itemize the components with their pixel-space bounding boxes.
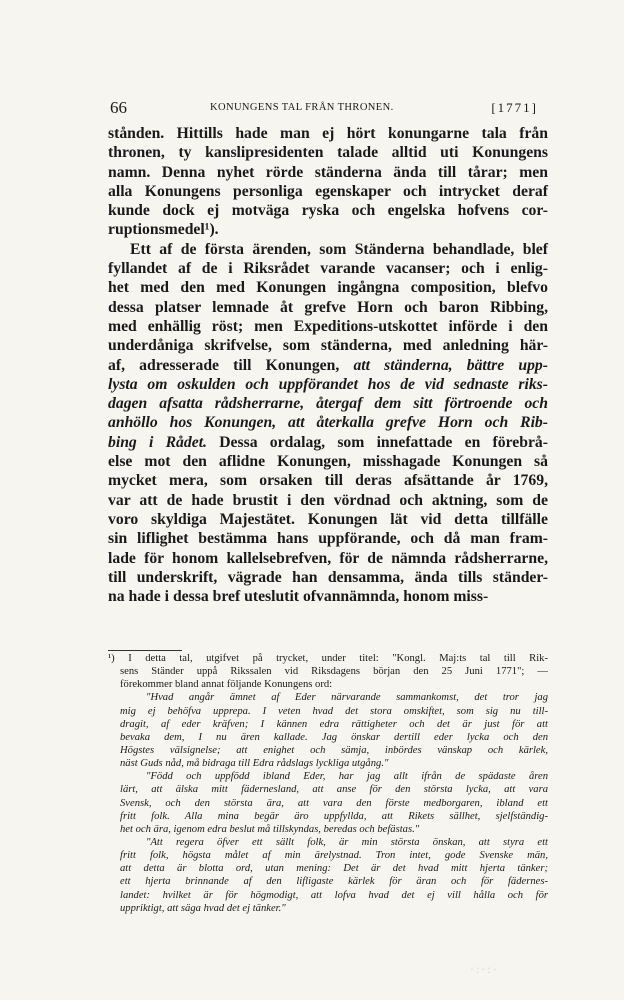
text-line	[108, 124, 548, 143]
footnote-line	[108, 718, 548, 731]
footnote-segment: "Hvad angår ämnet af Eder närvarande sammankomst, det tror jag	[146, 692, 548, 704]
page-header	[110, 98, 538, 120]
text-segment: till underskrift, vägrade han densamma, ända tills ständer-	[108, 568, 548, 586]
footnote-line	[108, 889, 548, 902]
text-segment: na hade i dessa bref uteslutit ofvannämnda, honom miss-	[108, 588, 489, 606]
text-line	[108, 471, 548, 490]
text-line	[108, 433, 548, 452]
footnote-line	[108, 783, 548, 796]
text-line	[108, 568, 548, 587]
footnote-line	[108, 744, 548, 757]
text-segment: het med den med Konungen ingångna composition, blefvo	[108, 279, 548, 297]
text-segment: med enhällig röst; men Expeditions-utskottet införde i den	[108, 317, 548, 335]
text-segment: mycket mera, som orsaken till deras afsättande år 1769,	[108, 472, 548, 490]
footnote-line	[108, 875, 548, 888]
footnote-line	[108, 902, 548, 915]
footnote-line	[108, 757, 548, 770]
footnote-line	[108, 836, 548, 849]
text-line	[108, 529, 548, 548]
text-line	[108, 510, 548, 529]
main-text	[108, 124, 548, 606]
text-segment: anhöllo hos Konungen, att återkalla grefve Horn och Rib-	[108, 414, 548, 432]
text-segment: att ständerna, bättre upp-	[353, 356, 549, 374]
text-line	[108, 452, 548, 471]
footnote-line	[108, 862, 548, 875]
footnote-line	[108, 770, 548, 783]
footnote-segment: att detta är blotta ord, utan mening: Det är det hvad mitt hjerta tänker;	[120, 863, 548, 875]
footnote-segment: lärt, att älska mitt fädernesland, att anse för den största lycka, att vara	[120, 784, 548, 796]
text-segment: sin liflighet bestämma hans uppförande, och då man fram-	[108, 530, 548, 548]
footnote-line	[108, 678, 548, 691]
footnote-segment: fritt folk. Alla mina begär äro uppfyllda, att Rikets sällhet, sjelfständig-	[120, 810, 548, 822]
text-line	[108, 182, 548, 201]
footnote	[108, 652, 548, 915]
text-segment: var att de hade brustit i den vördnad och aktning, som de	[108, 491, 548, 509]
text-line	[108, 240, 548, 259]
footnote-segment: "Född och uppfödd ibland Eder, har jag allt ifrån de spädaste åren	[146, 771, 548, 783]
footnote-line	[108, 731, 548, 744]
footnote-segment: het och ära, igenom edra beslut må tillskyndas, beredas och befästas."	[120, 823, 420, 835]
footnote-segment: Högstes välsignelse; att enighet och sämja, inbördes vänskap och kärlek,	[120, 744, 548, 756]
scan-smudge: ·:·:·	[470, 962, 499, 976]
footnote-segment: ¹) I detta tal, utgifvet på trycket, under titel: "Kongl. Maj:ts tal till Rik-	[108, 653, 548, 664]
text-segment: Ett af de första ärenden, som Ständerna behandlade, blef	[130, 240, 548, 258]
text-segment: voro skyldiga Majestätet. Konungen lät vid detta tillfälle	[108, 510, 548, 528]
footnote-line	[108, 705, 548, 718]
text-line	[108, 317, 548, 336]
footnote-line	[108, 849, 548, 862]
page-number: 66	[110, 98, 127, 117]
text-line	[108, 298, 548, 317]
running-title: KONUNGENS TAL FRÅN THRONEN.	[210, 102, 394, 113]
text-line	[108, 336, 548, 355]
footnote-segment: uppriktigt, att säga hvad det ej tänker."	[120, 902, 286, 914]
text-segment: underdåniga skrifvelse, som ständerna, med anledning här-	[108, 337, 548, 355]
text-segment: thronen, ty kanslipresidenten talade alltid uti Konungens	[108, 144, 548, 162]
footnote-line	[108, 810, 548, 823]
text-line	[108, 220, 548, 239]
footnote-segment: ett hjerta brinnande af den lifligaste kärlek för äran och för fädernes-	[120, 876, 548, 888]
text-line	[108, 413, 548, 432]
footnote-line	[108, 652, 548, 665]
footnote-segment: mig ej behöfva upprepa. I veten hvad det stora omskiftet, som sig nu till-	[120, 705, 548, 717]
text-segment: dagen afsatta rådsherrarne, återgaf dem sitt förtroende och	[108, 395, 548, 413]
footnote-line	[108, 797, 548, 810]
text-segment: alla Konungens personliga egenskaper och intrycket deraf	[108, 182, 548, 200]
footnote-segment: bevaka dem, I nu ären kallade. Jag önskar dertill eder lycka och den	[120, 731, 548, 743]
text-line	[108, 491, 548, 510]
text-segment: ruptionsmedel¹).	[108, 221, 219, 239]
text-line	[108, 587, 548, 606]
footnote-segment: dragit, af eder kräfven; I kännen edra rättigheter och det är just för att	[120, 718, 548, 730]
footnote-segment: näst Guds nåd, må bidraga till Edra rådslags lyckliga utgång."	[120, 758, 389, 770]
text-segment: fyllandet af de i Riksrådet varande vacanser; och i enlig-	[108, 260, 548, 278]
text-line	[108, 143, 548, 162]
text-line	[108, 201, 548, 220]
footnote-segment: sens Ständer uppå Rikssalen vid Riksdagens början den 25 Juni 1771"; —	[120, 666, 548, 678]
text-segment: lade för honom kallelsebrefven, för de nämnda rådsherrarne,	[108, 549, 548, 567]
text-segment: namn. Denna nyhet rörde ständerna ända till tårar; men	[108, 163, 548, 181]
footnote-segment: "Att regera öfver ett sällt folk, är min största önskan, att styra ett	[146, 836, 548, 848]
text-segment: bing i Rådet.	[108, 433, 207, 451]
text-segment: stånden. Hittills hade man ej hört konungarne tala från	[108, 125, 548, 142]
footnote-rule	[108, 650, 182, 651]
text-line	[108, 375, 548, 394]
text-segment: kunde dock ej motväga ryska och engelska hofvens cor-	[108, 202, 548, 220]
text-line	[108, 394, 548, 413]
footnote-segment: Svensk, och den största ära, att vara den förste medborgaren, ibland ett	[120, 797, 548, 809]
text-segment: else mot den aflidne Konungen, misshagade Konungen så	[108, 453, 548, 471]
text-segment: lysta om oskulden och uppförandet hos de vid sednaste riks-	[108, 375, 548, 393]
text-segment: af, adresserade till Konungen,	[108, 356, 354, 374]
footnote-segment: landet: hvilket är för högmodigt, att lofva hvad det ej vill hålla och för	[120, 889, 548, 901]
text-line	[108, 259, 548, 278]
footnote-line	[108, 691, 548, 704]
text-segment: Dessa ordalag, som innefattade en förebrå-	[206, 433, 548, 451]
footnote-segment: förekommer bland annat följande Konungens ord:	[120, 679, 333, 691]
footnote-line	[108, 665, 548, 678]
text-line	[108, 549, 548, 568]
text-segment: dessa platser lemnade åt grefve Horn och baron Ribbing,	[108, 298, 548, 316]
text-line	[108, 356, 548, 375]
text-line	[108, 278, 548, 297]
footnote-line	[108, 823, 548, 836]
year-marker: [1771]	[491, 100, 538, 115]
text-line	[108, 163, 548, 182]
footnote-segment: fritt folk, högsta målet af min ärelystnad. Tron intet, gode Svenske män,	[120, 850, 548, 862]
